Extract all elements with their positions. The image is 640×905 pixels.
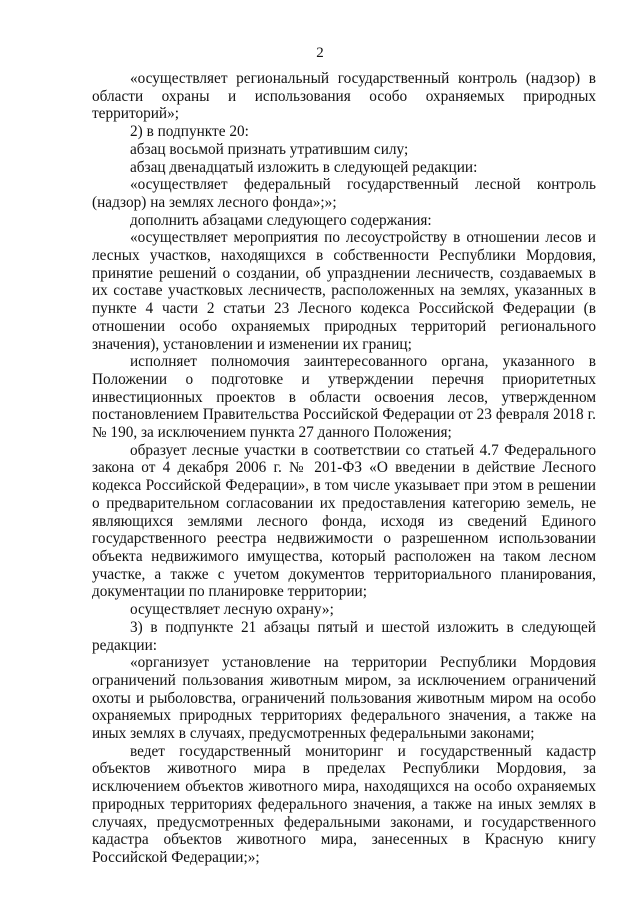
paragraph-11: 3) в подпункте 21 абзацы пятый и шестой изложить в следующей редакции: (92, 618, 596, 654)
paragraph-7: «осуществляет мероприятия по лесоустройству в отношении лесов и лесных участков, находящихся в собственности Республики Мордовия, принятие решений о создании, об упразднении лесничеств, создаваемых в их составе участковых лесничеств, расположенных на землях, указанных в пункте 4 части 2 статьи 23 Лесного кодекса Российской Федерации (в отношении особо охраняемых природных территорий регионального значения), установлении и изменении их границ; (92, 229, 596, 353)
paragraph-8: исполняет полномочия заинтересованного органа, указанного в Положении о подготовке и утверждении перечня приоритетных инвестиционных проектов в области освоения лесов, утвержденном постановлением Правительства Российской Федерации от 23 февраля 2018 г. № 190, за исключением пункта 27 данного Положения; (92, 353, 596, 442)
paragraph-5: «осуществляет федеральный государственный лесной контроль (надзор) на землях лесного фонда»;»; (92, 176, 596, 211)
paragraph-13: ведет государственный мониторинг и государственный кадастр объектов животного мира в пределах Республики Мордовия, за исключением объектов животного мира, находящихся на особо охраняемых природных территориях федерального значения, а также на иных землях в случаях, предусмотренных федеральными законами, и государственного кадастра объектов животного мира, занесенных в Красную книгу Российской Федерации;»; (92, 742, 596, 866)
paragraph-4: абзац двенадцатый изложить в следующей редакции: (130, 158, 478, 176)
paragraph-6: дополнить абзацами следующего содержания: (130, 211, 432, 229)
paragraph-2: 2) в подпункте 20: (130, 123, 249, 141)
document-body (92, 70, 596, 867)
paragraph-12: «организует установление на территории Республики Мордовия ограничений пользования животным миром, за исключением ограничений охоты и рыболовства, ограничений пользования животным миром на особо охраняемых природных территориях федерального значения, а также на иных землях в случаях, предусмотренных федеральными законами; (92, 654, 596, 743)
page-number: 2 (316, 45, 324, 61)
paragraph-3: абзац восьмой признать утратившим силу; (130, 140, 409, 158)
paragraph-9: образует лесные участки в соответствии со статьей 4.7 Федерального закона от 4 декабря 2006 г. № 201-ФЗ «О введении в действие Лесного кодекса Российской Федерации», в том числе указывает при этом в решении о предварительном согласовании их предоставления категорию земель, не являющихся землями лесного фонда, исходя из сведений Единого государственного реестра недвижимости о разрешенном использовании объекта недвижимого имущества, который расположен на таком лесном участке, а также с учетом документов территориального планирования, документации по планировке территории; (92, 441, 596, 601)
paragraph-10: осуществляет лесную охрану»; (130, 601, 334, 619)
paragraph-1: «осуществляет региональный государственный контроль (надзор) в области охраны и использования особо охраняемых природных территорий»; (92, 70, 596, 123)
